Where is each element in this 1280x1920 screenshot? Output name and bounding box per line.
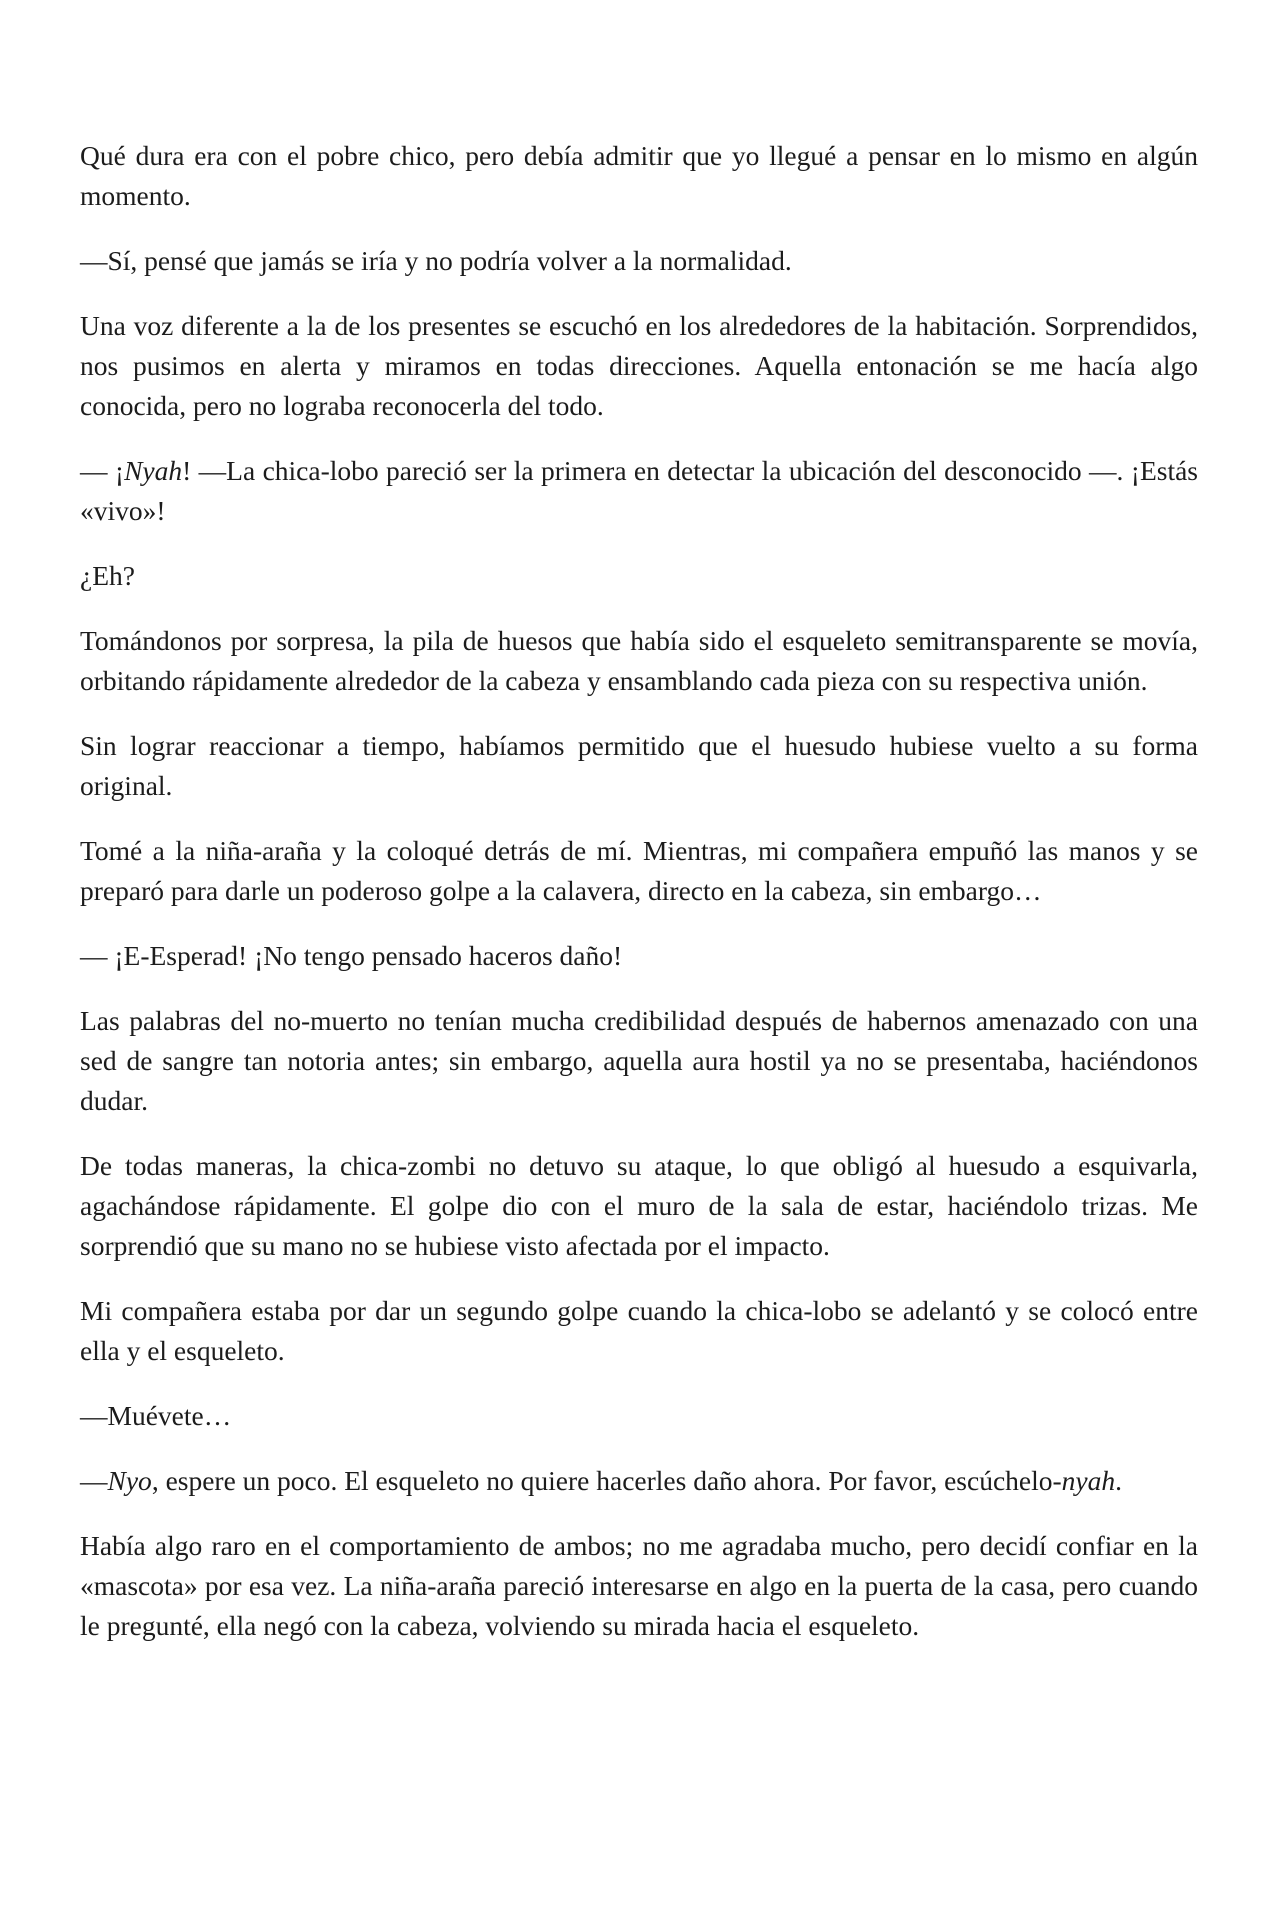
paragraph: [80, 1396, 1198, 1436]
paragraph: [80, 831, 1198, 911]
paragraph: [80, 136, 1198, 216]
text-run: Una voz diferente a la de los presentes se escuchó en los alrededores de la habitación. Sorprendidos, nos pusimos en alerta y miramos en todas direcciones. Aquella entonación se me hacía algo conocida, pero no lograba reconocerla del todo.: [80, 310, 1198, 421]
paragraph: [80, 1146, 1198, 1266]
paragraph: [80, 241, 1198, 281]
text-run: —Sí, pensé que jamás se iría y no podría volver a la normalidad.: [80, 245, 792, 276]
paragraph: [80, 1461, 1198, 1501]
text-run: — ¡E-Esperad! ¡No tengo pensado haceros daño!: [80, 940, 623, 971]
text-run: ! —La chica-lobo pareció ser la primera en detectar la ubicación del desconocido —. ¡Estás «vivo»!: [80, 455, 1198, 526]
text-run: ¿Eh?: [80, 560, 135, 591]
paragraph: [80, 451, 1198, 531]
paragraph: [80, 556, 1198, 596]
text-run: , espere un poco. El esqueleto no quiere hacerles daño ahora. Por favor, escúchelo-: [151, 1465, 1062, 1496]
text-run: — ¡: [80, 455, 125, 486]
text-run: Mi compañera estaba por dar un segundo golpe cuando la chica-lobo se adelantó y se colocó entre ella y el esqueleto.: [80, 1295, 1198, 1366]
text-run: Tomé a la niña-araña y la coloqué detrás de mí. Mientras, mi compañera empuñó las manos y se preparó para darle un poderoso golpe a la calavera, directo en la cabeza, sin embargo…: [80, 835, 1198, 906]
text-run: Sin lograr reaccionar a tiempo, habíamos permitido que el huesudo hubiese vuelto a su forma original.: [80, 730, 1198, 801]
paragraph: [80, 1001, 1198, 1121]
text-run: —Muévete…: [80, 1400, 232, 1431]
text-run: .: [1115, 1465, 1123, 1496]
paragraph: [80, 621, 1198, 701]
paragraph: [80, 1291, 1198, 1371]
text-run: De todas maneras, la chica-zombi no detuvo su ataque, lo que obligó al huesudo a esquivarla, agachándose rápidamente. El golpe dio con el muro de la sala de estar, haciéndolo trizas. Me sorprendió que su mano no se hubiese visto afectada por el impacto.: [80, 1150, 1198, 1261]
document-page: [80, 136, 1198, 1671]
paragraph: [80, 306, 1198, 426]
paragraph: [80, 1526, 1198, 1646]
paragraph: [80, 936, 1198, 976]
italic-text: Nyah: [124, 455, 183, 486]
italic-text: nyah: [1061, 1465, 1116, 1496]
text-run: Había algo raro en el comportamiento de ambos; no me agradaba mucho, pero decidí confiar en la «mascota» por esa vez. La niña-araña pareció interesarse en algo en la puerta de la casa, pero cuando le pregunté, ella negó con la cabeza, volviendo su mirada hacia el esqueleto.: [80, 1530, 1198, 1641]
text-run: Tomándonos por sorpresa, la pila de huesos que había sido el esqueleto semitransparente se movía, orbitando rápidamente alrededor de la cabeza y ensamblando cada pieza con su respectiva unión.: [80, 625, 1198, 696]
paragraph: [80, 726, 1198, 806]
text-run: Qué dura era con el pobre chico, pero debía admitir que yo llegué a pensar en lo mismo en algún momento.: [80, 140, 1198, 211]
text-run: —: [80, 1465, 108, 1496]
italic-text: Nyo: [107, 1465, 152, 1496]
text-run: Las palabras del no-muerto no tenían mucha credibilidad después de habernos amenazado con una sed de sangre tan notoria antes; sin embargo, aquella aura hostil ya no se presentaba, haciéndonos dudar.: [80, 1005, 1198, 1116]
